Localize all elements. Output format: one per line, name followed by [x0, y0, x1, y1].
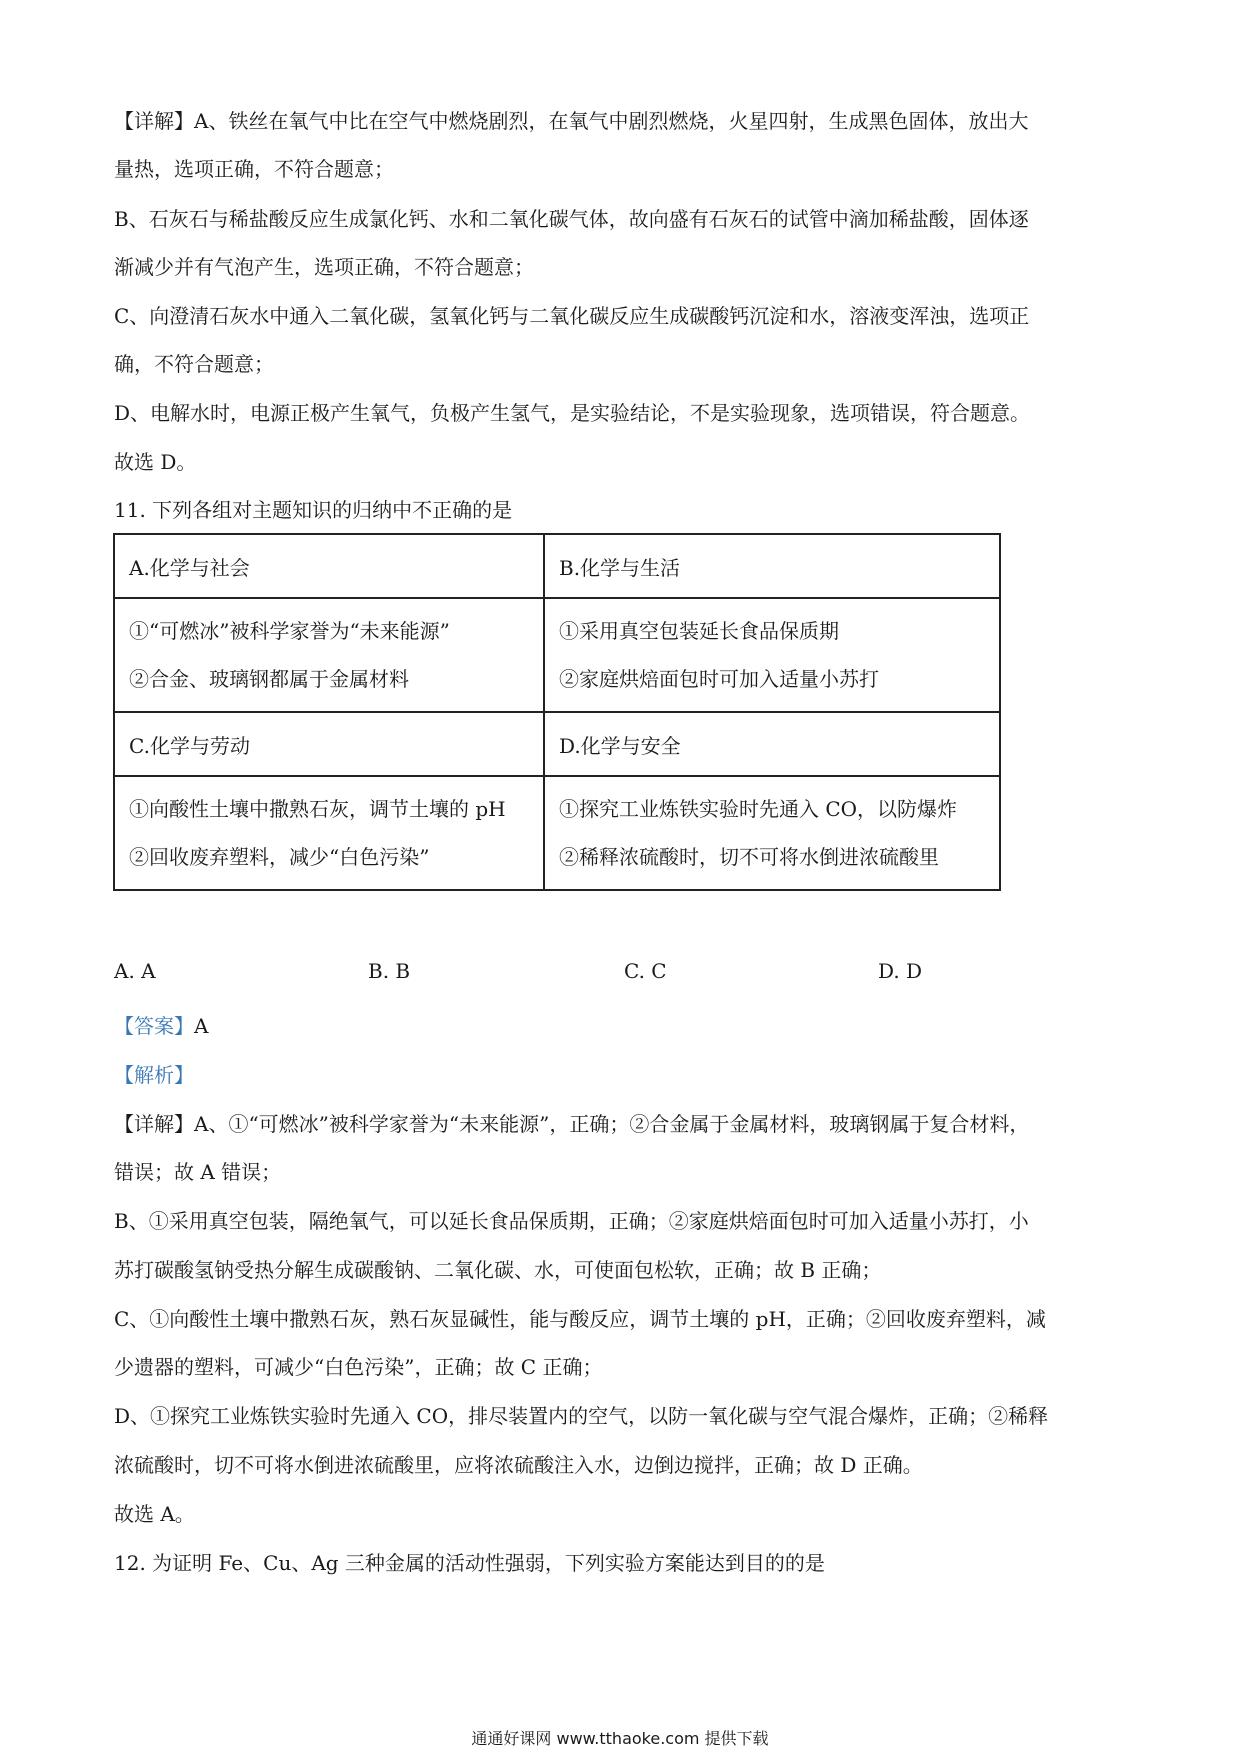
detail-text: D、电解水时，电源正极产生氧气，负极产生氢气，是实验结论，不是实验现象，选项错误，符合题意。: [114, 401, 1031, 425]
analysis-label: 【解析】: [114, 1063, 194, 1087]
cell-b-item-1: ①采用真空包装延长食品保质期: [559, 619, 839, 643]
cell-b-item-2: ②家庭烘焙面包时可加入适量小苏打: [559, 667, 879, 691]
option-c: C. C: [624, 959, 667, 983]
question-11-stem: 11. 下列各组对主题知识的归纳中不正确的是: [114, 498, 513, 522]
detail-text: 少遗器的塑料，可减少“白色污染”，正确；故 C 正确；: [114, 1355, 603, 1379]
detail-text: 故选 D。: [114, 450, 197, 474]
cell-c-item-1: ①向酸性土壤中撒熟石灰，调节土壤的 pH: [129, 797, 506, 821]
detail-text: 【详解】A、铁丝在氧气中比在空气中燃烧剧烈，在氧气中剧烈燃烧，火星四射，生成黑色固体，放出大: [114, 109, 1029, 133]
cell-a-item-1: ①“可燃冰”被科学家誉为“未来能源”: [129, 619, 450, 643]
detail-text: C、①向酸性土壤中撒熟石灰，熟石灰显碱性，能与酸反应，调节土壤的 pH，正确；②回收废弃塑料，减: [114, 1307, 1046, 1331]
cell-d-item-1: ①探究工业炼铁实验时先通入 CO，以防爆炸: [559, 797, 958, 821]
answer-label: 【答案】: [114, 1014, 194, 1038]
answer-line: [114, 1012, 208, 1040]
detail-text: C、向澄清石灰水中通入二氧化碳，氢氧化钙与二氧化碳反应生成碳酸钙沉淀和水，溶液变浑浊，选项正: [114, 304, 1030, 328]
detail-text: 量热，选项正确，不符合题意；: [114, 157, 394, 181]
answer-value: A: [194, 1014, 209, 1038]
cell-a-title: A.化学与社会: [114, 534, 544, 598]
detail-text: 【详解】A、①“可燃冰”被科学家誉为“未来能源”，正确；②合金属于金属材料，玻璃钢属于复合材料，: [114, 1112, 1030, 1136]
option-b: B. B: [368, 959, 411, 983]
detail-text: 浓硫酸时，切不可将水倒进浓硫酸里，应将浓硫酸注入水，边倒边搅拌，正确；故 D 正确。: [114, 1453, 923, 1477]
cell-a-content: [114, 598, 544, 712]
option-a: A. A: [114, 959, 156, 983]
cell-b-content: [544, 598, 1000, 712]
cell-c-title: C.化学与劳动: [114, 712, 544, 776]
cell-a-item-2: ②合金、玻璃钢都属于金属材料: [129, 667, 409, 691]
cell-b-title: B.化学与生活: [544, 534, 1000, 598]
cell-c-item-2: ②回收废弃塑料，减少“白色污染”: [129, 845, 430, 869]
option-d: D. D: [878, 959, 923, 983]
detail-text: B、石灰石与稀盐酸反应生成氯化钙、水和二氧化碳气体，故向盛有石灰石的试管中滴加稀盐酸，固体逐: [114, 207, 1029, 231]
detail-text: D、①探究工业炼铁实验时先通入 CO，排尽装置内的空气，以防一氧化碳与空气混合爆炸，正确；②稀释: [114, 1404, 1049, 1428]
cell-c-content: [114, 776, 544, 890]
question-11-table: [113, 533, 1001, 891]
detail-text: 故选 A。: [114, 1502, 195, 1526]
question-12-stem: 12. 为证明 Fe、Cu、Ag 三种金属的活动性强弱，下列实验方案能达到目的的是: [114, 1551, 825, 1575]
detail-text: B、①采用真空包装，隔绝氧气，可以延长食品保质期，正确；②家庭烘焙面包时可加入适量小苏打，小: [114, 1209, 1029, 1233]
cell-d-content: [544, 776, 1000, 890]
detail-text: 确，不符合题意；: [114, 352, 274, 376]
detail-text: 渐减少并有气泡产生，选项正确，不符合题意；: [114, 255, 534, 279]
cell-d-title: D.化学与安全: [544, 712, 1000, 776]
page-footer: 通通好课网 www.tthaoke.com 提供下载: [471, 1729, 769, 1748]
cell-d-item-2: ②稀释浓硫酸时，切不可将水倒进浓硫酸里: [559, 845, 939, 869]
detail-text: 苏打碳酸氢钠受热分解生成碳酸钠、二氧化碳、水，可使面包松软，正确；故 B 正确；: [114, 1258, 882, 1282]
detail-text: 错误；故 A 错误；: [114, 1160, 282, 1184]
